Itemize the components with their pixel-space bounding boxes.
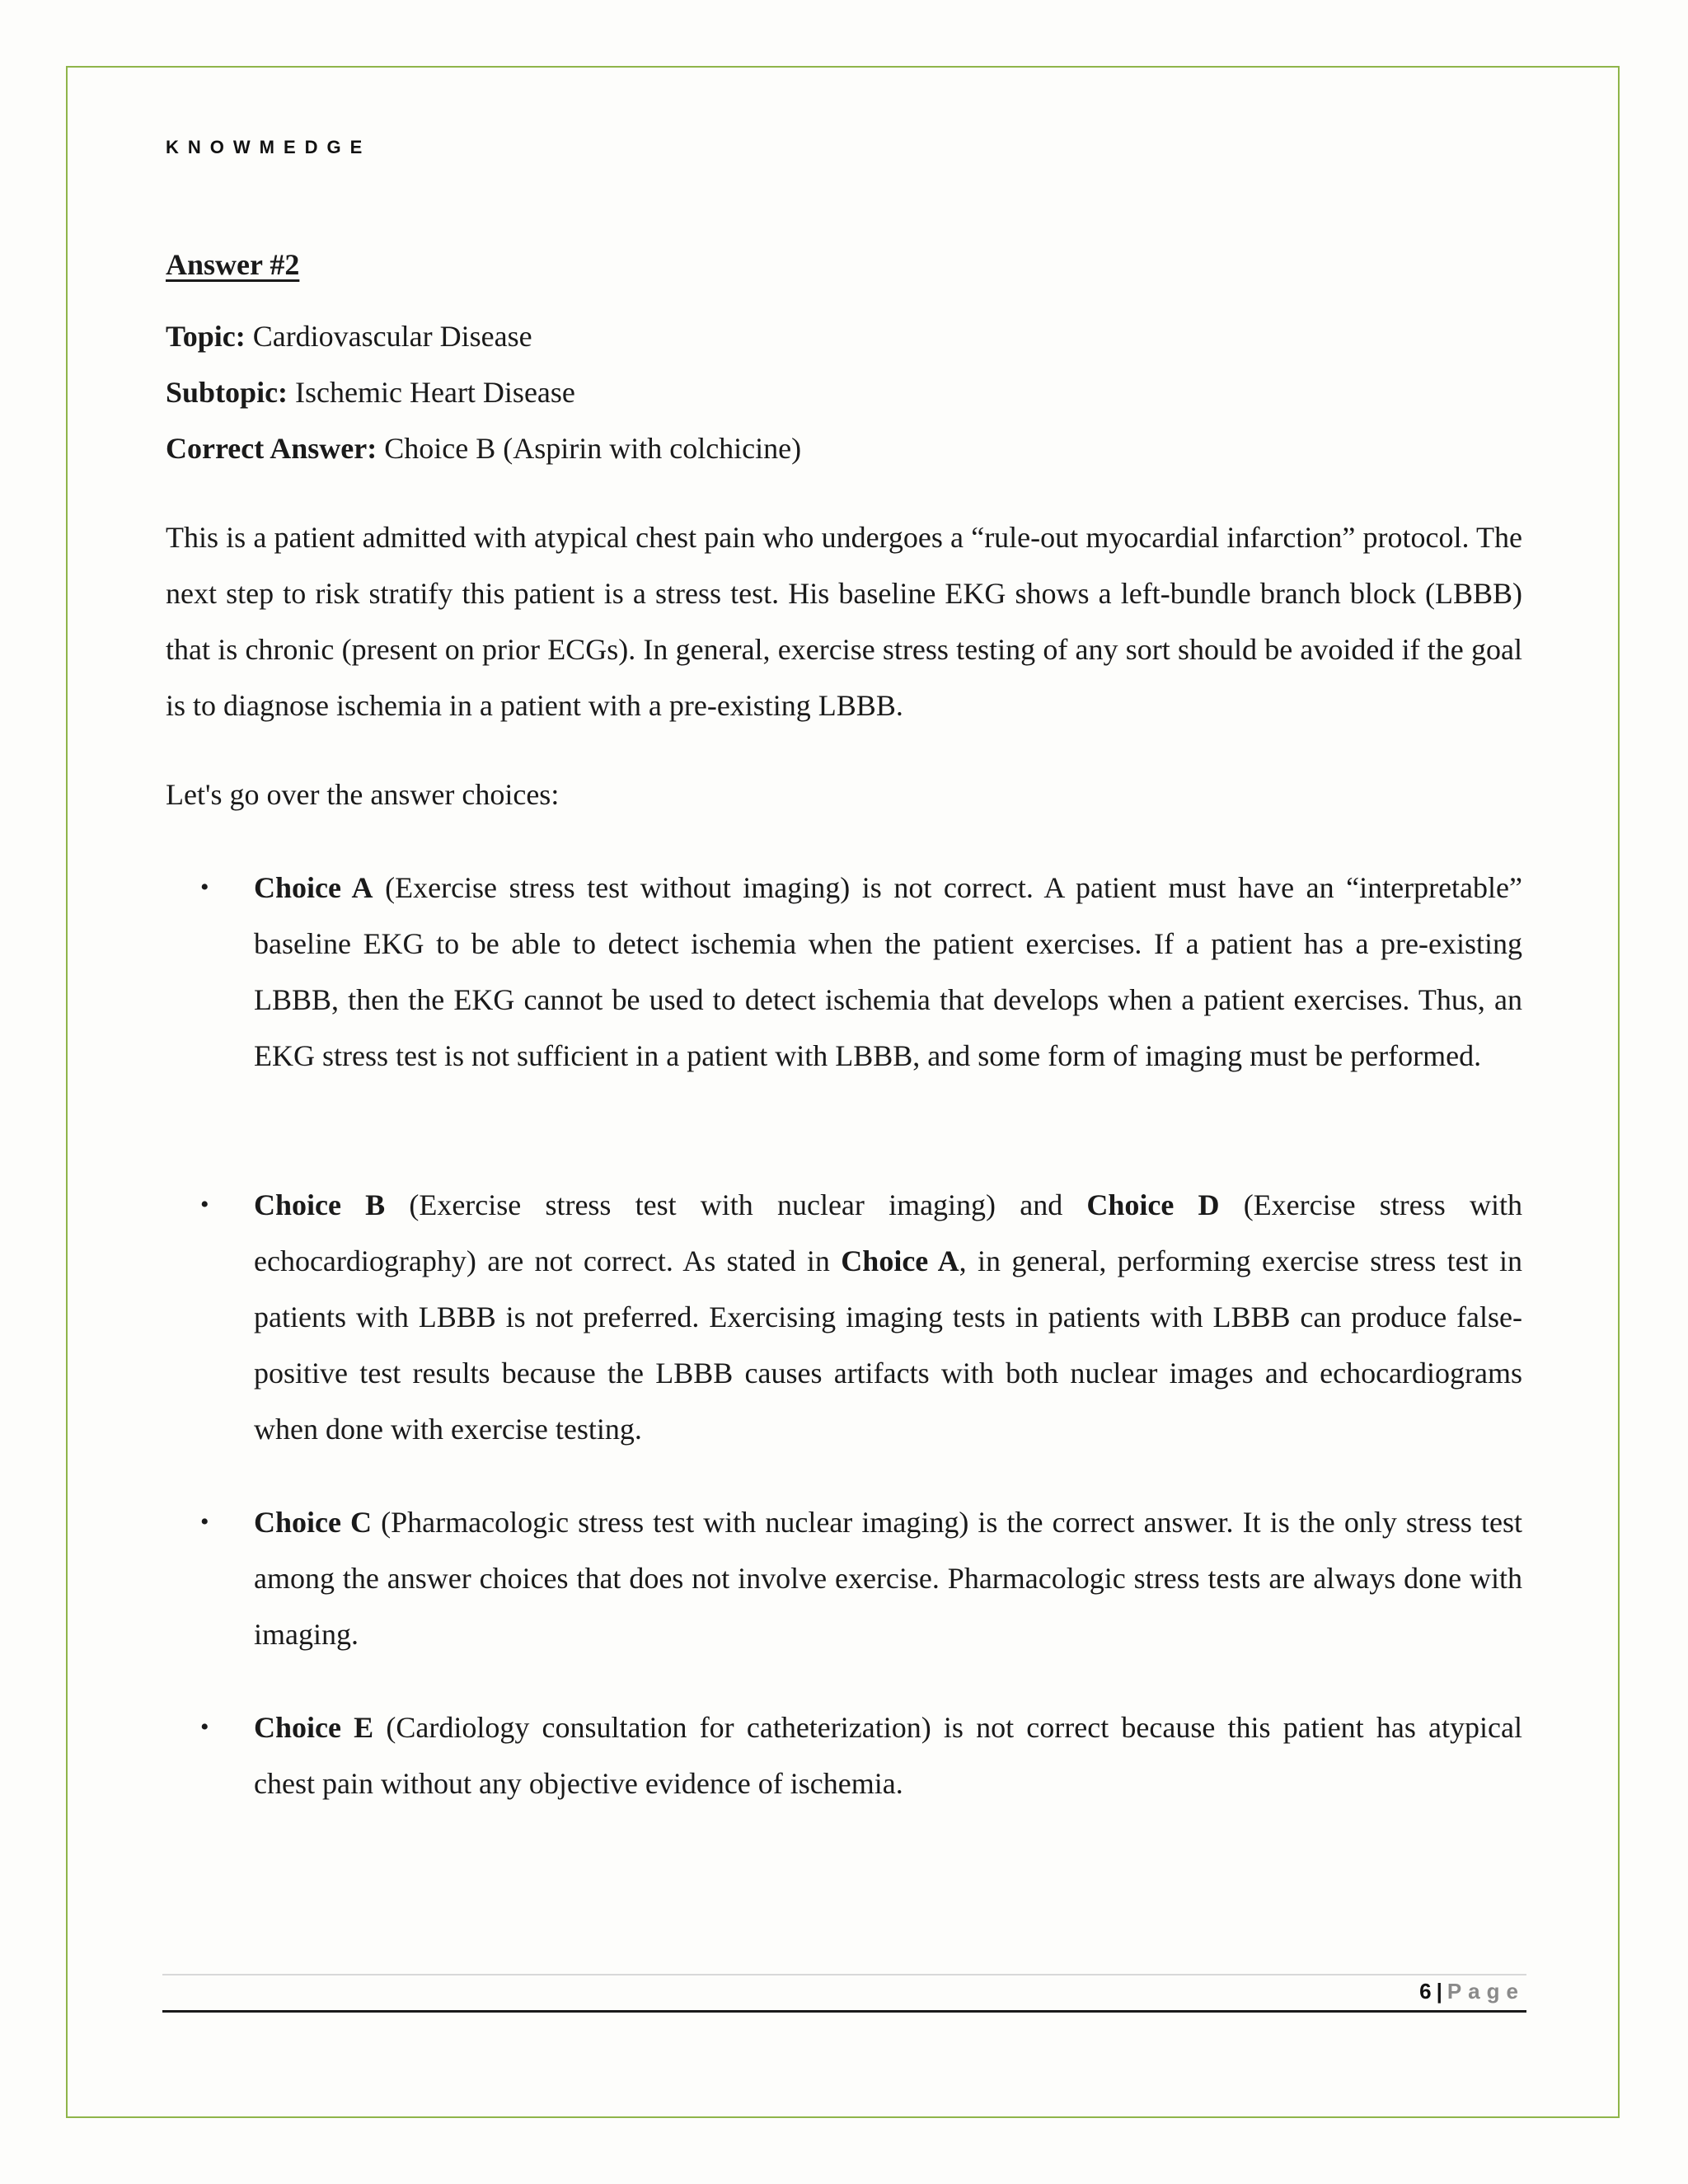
choice-b-text — [254, 1177, 1522, 1457]
choice-a-text — [254, 860, 1522, 1084]
intro-paragraph: This is a patient admitted with atypical chest pain who undergoes a “rule-out myocardial infarction” protocol. The next step to risk stratify this patient is a stress test. His baseline EKG shows a left-bundle branch block (LBBB) that is chronic (present on prior ECGs). In general, exercise stress testing of any sort should be avoided if the goal is to diagnose ischemia in a patient with a pre-existing LBBB. — [166, 521, 1522, 722]
bullet-icon: • — [200, 1713, 209, 1741]
choice-d-label: Choice D — [1086, 1188, 1220, 1221]
choice-e-label: Choice E — [254, 1711, 374, 1744]
subtopic-value: Ischemic Heart Disease — [288, 376, 575, 409]
choice-e-explanation: (Cardiology consultation for catheterization) is not correct because this patient has atypical chest pain without any objective evidence of ischemia. — [254, 1711, 1522, 1800]
choice-b-label: Choice B — [254, 1188, 386, 1221]
topic-value: Cardiovascular Disease — [245, 320, 532, 353]
choice-c-label: Choice C — [254, 1506, 373, 1539]
bullet-icon: • — [200, 1508, 209, 1535]
brand-header: KNOWMEDGE — [166, 137, 372, 157]
page-separator: | — [1436, 1979, 1442, 2004]
page-number-value: 6 — [1419, 1979, 1432, 2004]
subtopic-label: Subtopic: — [166, 376, 288, 409]
topic-line — [166, 318, 532, 354]
page-word: Page — [1447, 1979, 1525, 2004]
choice-b-explanation-3: , in general, performing exercise stress test in patients with LBBB is not preferred. Exercising imaging tests in patients with LBBB can produce false-positive test results because the LBBB causes artifacts with both nuclear images and echocardiograms when done with exercise testing. — [254, 1244, 1523, 1446]
choice-b-explanation-1: (Exercise stress test with nuclear imaging) and — [385, 1188, 1087, 1221]
choice-b-explanation-2: (Exercise stress with echocardiography) are not correct. As stated in — [254, 1188, 1522, 1277]
choice-a-reference: Choice A — [841, 1244, 959, 1277]
footer-divider-thin — [162, 1974, 1526, 1975]
bullet-icon: • — [200, 874, 209, 901]
choice-c-text — [254, 1494, 1522, 1662]
bullet-icon: • — [200, 1191, 209, 1218]
choice-e-item — [166, 1699, 1522, 1811]
choice-c-item — [166, 1494, 1522, 1662]
correct-answer-label: Correct Answer: — [166, 432, 377, 465]
answer-title: Answer #2 — [166, 248, 300, 281]
choice-a-explanation: (Exercise stress test without imaging) is not correct. A patient must have an “interpretable” baseline EKG to be able to detect ischemia when the patient exercises. If a patient has a pre-existing LBBB, then the EKG cannot be used to detect ischemia that develops when a patient exercises. Thus, an EKG stress test is not sufficient in a patient with LBBB, and some form of imaging must be performed. — [254, 871, 1522, 1072]
choice-a-label: Choice A — [254, 871, 373, 904]
topic-label: Topic: — [166, 320, 246, 353]
page-number — [1419, 1979, 1525, 2004]
subtopic-line — [166, 374, 575, 410]
correct-answer-value: Choice B (Aspirin with colchicine) — [377, 432, 802, 465]
correct-answer-line — [166, 430, 801, 466]
choice-e-text — [254, 1699, 1522, 1811]
answer-choices-intro: Let's go over the answer choices: — [166, 778, 560, 811]
choice-a-item — [166, 860, 1522, 1084]
choice-c-explanation: (Pharmacologic stress test with nuclear imaging) is the correct answer. It is the only stress test among the answer choices that does not involve exercise. Pharmacologic stress tests are always done with imaging. — [254, 1506, 1522, 1651]
footer-divider-thick — [162, 2010, 1526, 2013]
choice-b-item — [166, 1177, 1522, 1457]
